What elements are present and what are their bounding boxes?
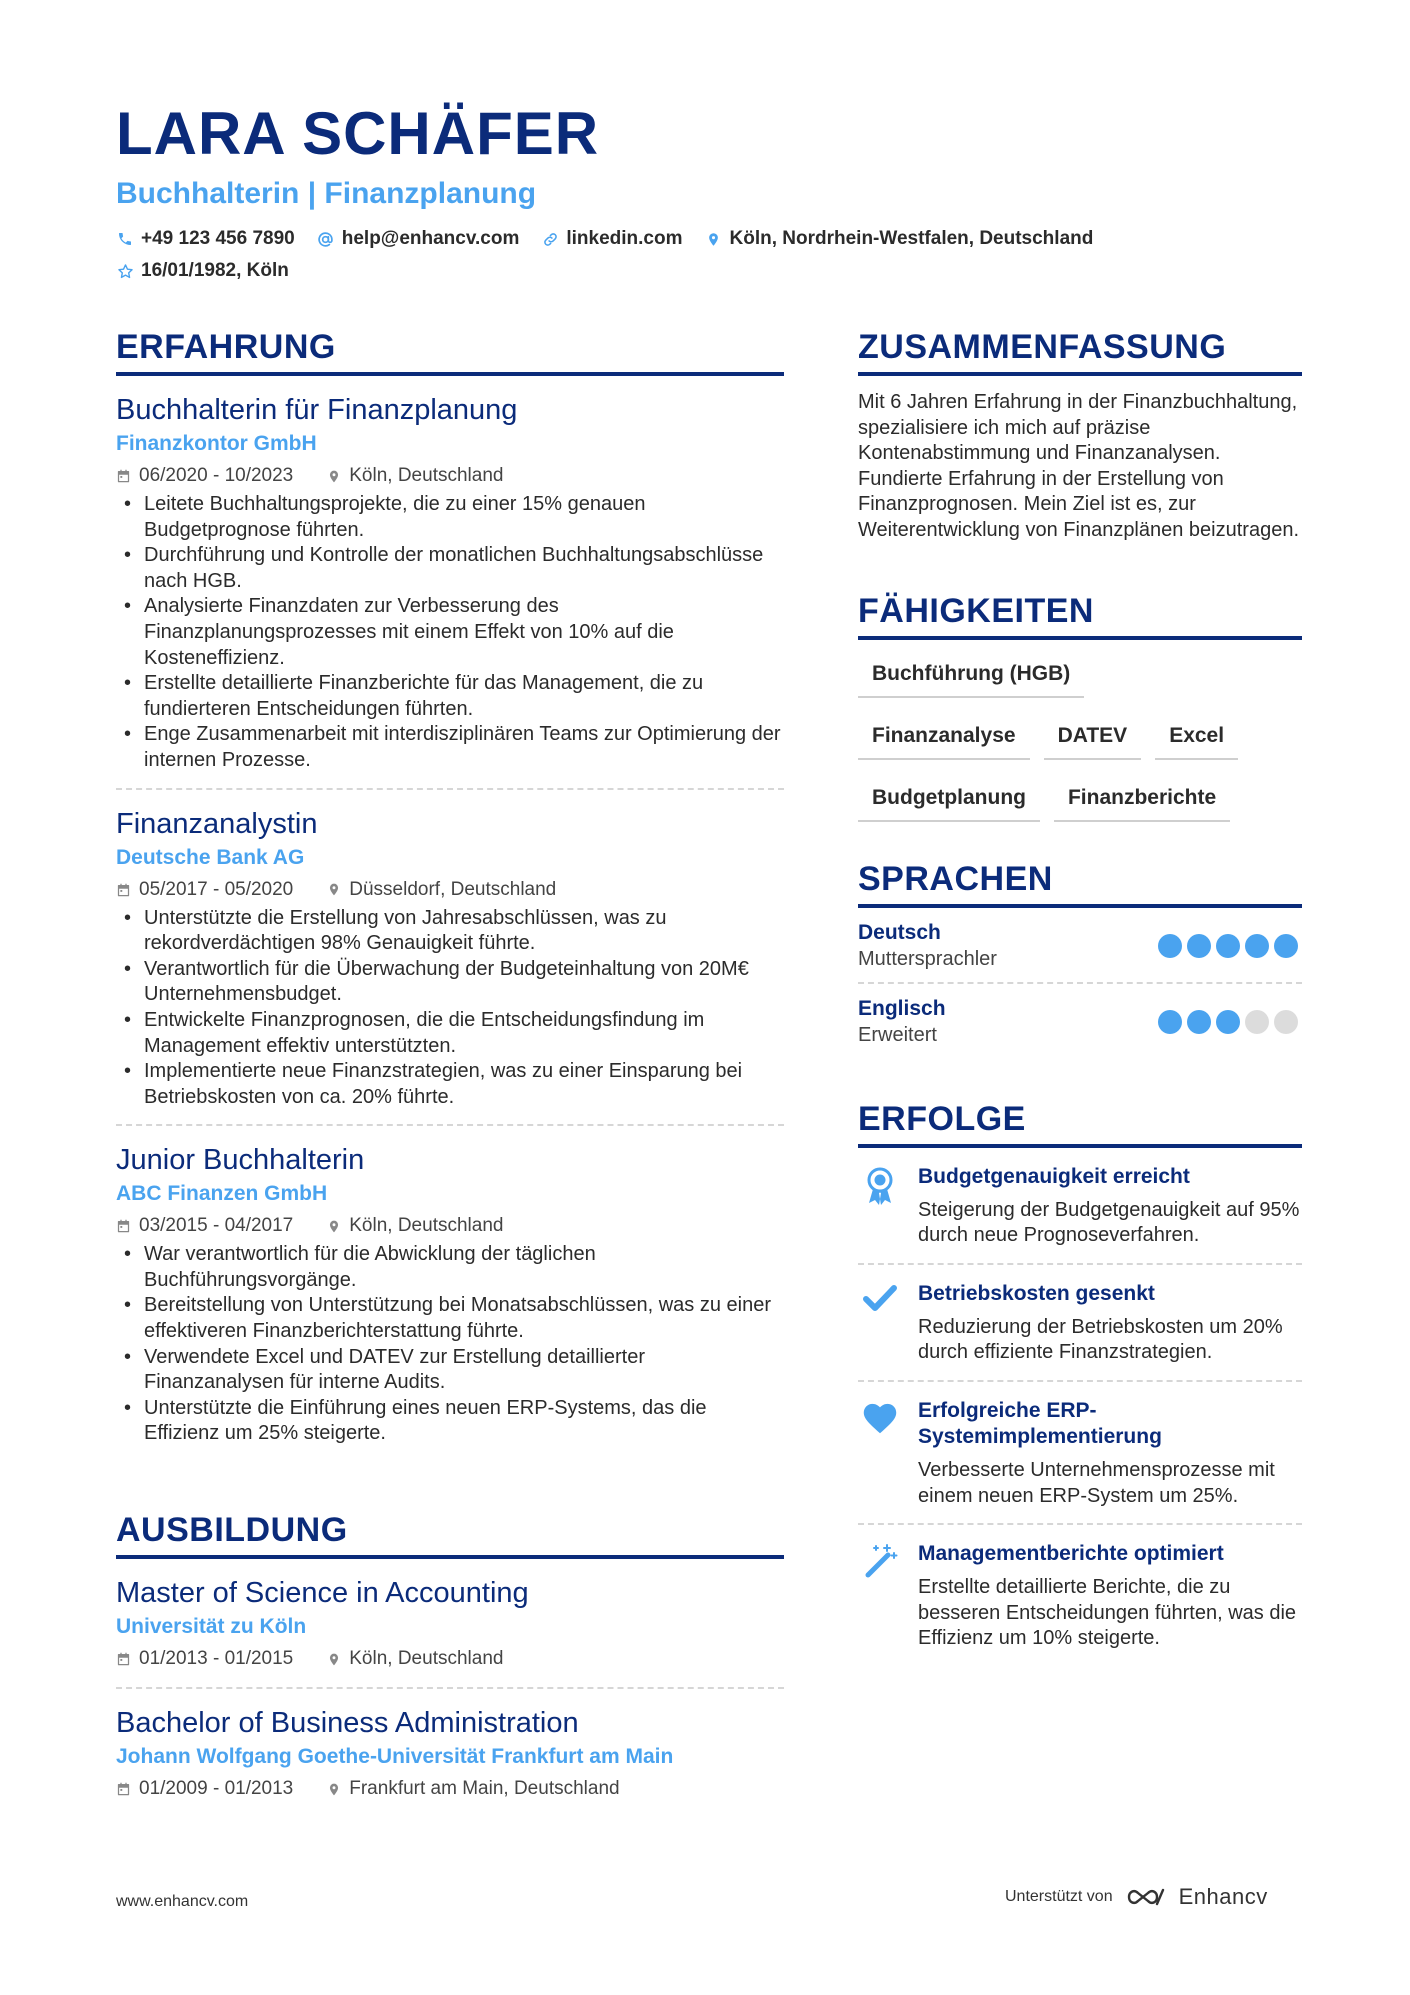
experience-location [327,462,503,490]
education-entry [116,1559,784,1689]
education-location [327,1645,503,1673]
experience-bullet: • Erstellte detaillierte Finanzberichte für das Management, die zu fundierteren Entscheidungen führten. [116,671,784,722]
experience-bullet: • Unterstützte die Erstellung von Jahresabschlüssen, was zu rekordverdächtigen 98% Genauigkeit führte. [116,906,784,957]
experience-bullets [116,1242,784,1447]
calendar-icon [116,1651,131,1667]
summary-text: Mit 6 Jahren Erfahrung in der Finanzbuchhaltung, spezialisiere ich mich auf präzise Kontenabstimmung und Finanzanalysen. Fundierte Erfahrung in der Erstellung von Finanzprognosen. Mein Ziel ist es, zur Weiterentwicklung von Finanzplänen beizutragen. [858,391,1300,541]
skill-tag: DATEV [1044,716,1142,760]
contact-birth-text: 16/01/1982, Köln [141,260,289,281]
rating-dot-filled [1216,934,1240,958]
experience-title: ERFAHRUNG [116,326,784,376]
resume-header [116,98,1316,284]
experience-bullet: • Bereitstellung von Unterstützung bei Monatsabschlüssen, was zu einer effektiveren Finanzberichterstattung führte. [116,1293,784,1344]
experience-dates-text: 06/2020 - 10/2023 [139,465,294,486]
checkmark-icon [858,1281,902,1366]
contact-linkedin[interactable] [541,226,682,252]
experience-bullet: • Analysierte Finanzdaten zur Verbesserung des Finanzplanungsprozesses mit einem Effekt von 10% auf die Kosteneffizienz. [116,594,784,671]
rating-dot-filled [1158,1010,1182,1034]
experience-bullet: • Verantwortlich für die Überwachung der Budgeteinhaltung von 20M€ Unternehmensbudget. [116,957,784,1008]
location-icon [327,1651,341,1668]
rating-dot-empty [1274,1010,1298,1034]
rating-dot-filled [1187,934,1211,958]
experience-bullets [116,492,784,774]
magic-wand-icon [858,1541,902,1652]
experience-location [327,876,556,904]
award-ribbon-icon [858,1164,902,1249]
at-icon [317,230,335,248]
footer-branding [1005,1884,1268,1910]
experience-location [327,1212,503,1240]
achievement-title: Betriebskosten gesenkt [918,1281,1155,1305]
experience-location-text: Düsseldorf, Deutschland [349,878,557,900]
contact-location-text: Köln, Nordrhein-Westfalen, Deutschland [729,228,1094,249]
experience-role: Junior Buchhalterin [116,1144,365,1177]
education-school: Universität zu Köln [116,1615,307,1639]
experience-bullet: • Entwickelte Finanzprognosen, die die Entscheidungsfindung im Management effektiv unterstützten. [116,1008,784,1059]
skill-tag: Finanzanalyse [858,716,1030,760]
achievements-title: ERFOLGE [858,1098,1302,1148]
education-title: AUSBILDUNG [116,1509,784,1559]
experience-meta [116,876,784,904]
experience-bullet: • Unterstützte die Einführung eines neuen ERP-Systems, das die Effizienz um 25% steigerte. [116,1396,784,1447]
achievement-title: Managementberichte optimiert [918,1542,1224,1566]
contact-phone[interactable] [116,226,295,252]
education-meta [116,1775,784,1803]
experience-location-text: Köln, Deutschland [349,1215,504,1237]
rating-dot-filled [1274,934,1298,958]
rating-dot-empty [1245,1010,1269,1034]
star-icon [116,262,134,280]
achievements-section [858,1098,1302,1666]
contact-birth [116,258,289,284]
powered-by-label: Unterstützt von [1005,1888,1113,1905]
experience-bullet: • Durchführung und Kontrolle der monatlichen Buchhaltungsabschlüsse nach HGB. [116,543,784,594]
contact-email[interactable] [317,226,520,252]
left-column [116,326,784,1817]
language-name: Deutsch [858,920,941,944]
achievement-desc: Erstellte detaillierte Berichte, die zu besseren Entscheidungen führten, was die Effizienz um 10% steigerte. [918,1576,1297,1650]
languages-title: SPRACHEN [858,858,1302,908]
experience-bullet: • War verantwortlich für die Abwicklung der täglichen Buchführungsvorgänge. [116,1242,784,1293]
skills-list [858,654,1302,822]
experience-dates-text: 05/2017 - 05/2020 [139,878,294,900]
experience-location-text: Köln, Deutschland [349,465,504,486]
education-section [116,1509,784,1817]
link-icon [541,230,559,248]
language-rating [1158,1010,1298,1034]
experience-entry [116,376,784,790]
skills-section [858,590,1302,822]
calendar-icon [116,1218,131,1234]
location-icon [327,1218,341,1235]
experience-role: Finanzanalystin [116,807,318,840]
education-location-text: Köln, Deutschland [349,1648,504,1670]
experience-section [116,326,784,1461]
experience-bullets [116,906,784,1111]
education-school: Johann Wolfgang Goethe-Universität Frankfurt am Main [116,1745,674,1769]
education-dates [116,1645,293,1673]
experience-dates [116,462,293,490]
candidate-headline: Buchhalterin | Finanzplanung [116,177,537,210]
achievement-desc: Reduzierung der Betriebskosten um 20% durch effiziente Finanzstrategien. [918,1315,1283,1364]
footer-website[interactable]: www.enhancv.com [116,1893,249,1910]
experience-dates [116,876,293,904]
contact-list [116,226,1216,284]
achievement-title: Erfolgreiche ERP-Systemimplementierung [918,1398,1162,1448]
experience-bullet: • Verwendete Excel und DATEV zur Erstellung detaillierter Finanzanalysen für interne Audits. [116,1345,784,1396]
phone-icon [116,230,134,248]
achievement-title: Budgetgenauigkeit erreicht [918,1164,1190,1188]
summary-section [858,326,1302,544]
achievement-item [858,1265,1302,1382]
calendar-icon [116,882,131,898]
heart-icon [858,1398,902,1509]
language-level: Erweitert [858,1023,937,1046]
contact-phone-text: +49 123 456 7890 [141,228,295,249]
education-dates-text: 01/2013 - 01/2015 [139,1648,294,1670]
achievement-desc: Verbesserte Unternehmensprozesse mit einem neuen ERP-System um 25%. [918,1458,1275,1507]
experience-company: ABC Finanzen GmbH [116,1182,328,1206]
enhancv-logo-icon [1125,1885,1171,1909]
experience-role: Buchhalterin für Finanzplanung [116,394,518,426]
calendar-icon [116,1781,131,1797]
rating-dot-filled [1245,934,1269,958]
enhancv-brand: Enhancv [1178,1884,1268,1909]
location-icon [705,230,723,248]
language-level: Muttersprachler [858,947,997,970]
experience-entry [116,790,784,1127]
languages-section [858,858,1302,1058]
education-dates-text: 01/2009 - 01/2013 [139,1778,294,1800]
location-icon [327,468,341,485]
rating-dot-filled [1216,1010,1240,1034]
skill-tag: Budgetplanung [858,778,1040,822]
experience-dates-text: 03/2015 - 04/2017 [139,1215,294,1237]
skill-tag: Finanzberichte [1054,778,1230,822]
skills-title: FÄHIGKEITEN [858,590,1302,640]
summary-title: ZUSAMMENFASSUNG [858,326,1302,376]
achievement-desc: Steigerung der Budgetgenauigkeit auf 95% durch neue Prognoseverfahren. [918,1198,1300,1247]
achievement-item [858,1525,1302,1666]
experience-bullet: • Enge Zusammenarbeit mit interdisziplinären Teams zur Optimierung der internen Prozesse. [116,722,784,773]
experience-company: Deutsche Bank AG [116,845,305,869]
location-icon [327,1781,341,1798]
education-degree: Bachelor of Business Administration [116,1707,579,1740]
rating-dot-filled [1187,1010,1211,1034]
right-column [858,326,1302,1666]
language-item [858,908,1302,984]
skill-tag: Excel [1155,716,1238,760]
education-location [327,1775,619,1803]
location-icon [327,881,341,898]
rating-dot-filled [1158,934,1182,958]
experience-dates [116,1212,293,1240]
language-name: Englisch [858,996,946,1020]
contact-location [705,226,1094,252]
experience-meta [116,1212,784,1240]
experience-entry [116,1126,784,1461]
language-rating [1158,934,1298,958]
experience-company: Finanzkontor GmbH [116,432,317,455]
achievement-item [858,1382,1302,1525]
contact-email-text: help@enhancv.com [341,228,520,249]
experience-meta [116,462,784,490]
experience-bullet: • Leitete Buchhaltungsprojekte, die zu einer 15% genauen Budgetprognose führten. [116,492,784,543]
education-dates [116,1775,293,1803]
experience-bullet: • Implementierte neue Finanzstrategien, was zu einer Einsparung bei Betriebskosten von ca. 20% führte. [116,1059,784,1110]
education-degree: Master of Science in Accounting [116,1577,529,1610]
education-location-text: Frankfurt am Main, Deutschland [349,1778,620,1800]
education-meta [116,1645,784,1673]
skill-tag: Buchführung (HGB) [858,654,1084,698]
contact-linkedin-text: linkedin.com [566,228,683,249]
language-item [858,984,1302,1058]
calendar-icon [116,468,131,484]
education-entry [116,1689,784,1817]
candidate-name: LARA SCHÄFER [116,100,600,167]
achievement-item [858,1148,1302,1265]
